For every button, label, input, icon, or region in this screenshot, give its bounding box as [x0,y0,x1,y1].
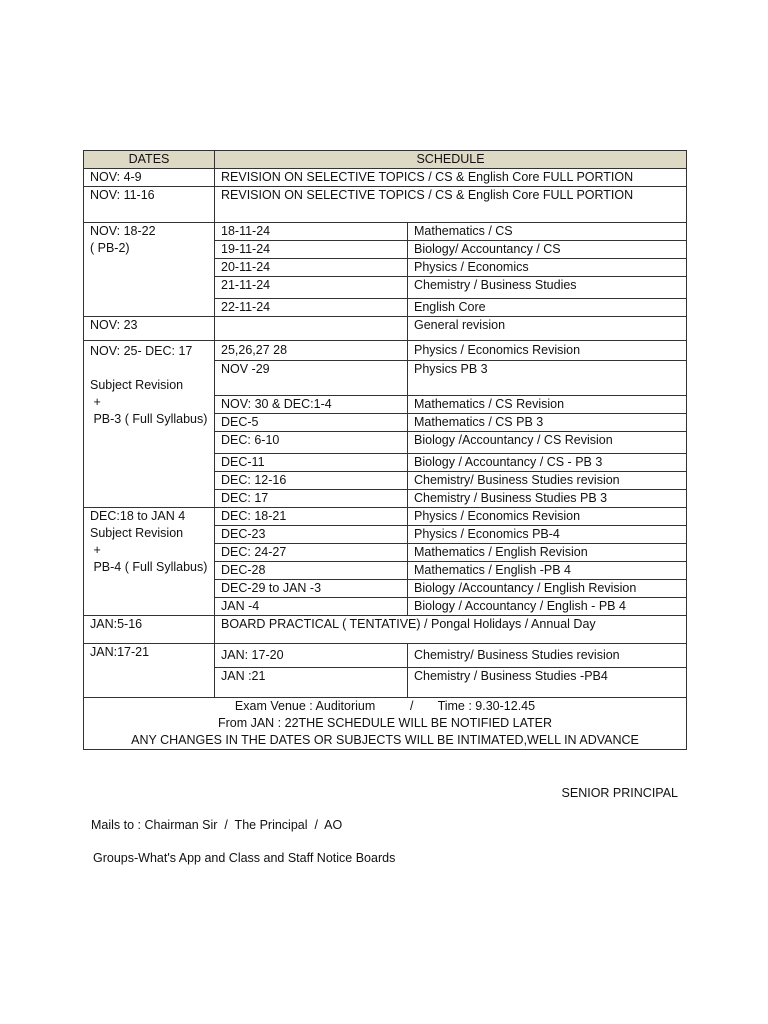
sub-date-cell: 20-11-24 [215,259,408,277]
sub-date-cell: DEC: 12-16 [215,472,408,490]
subject-cell: Physics / Economics Revision [408,341,687,361]
sub-date-cell: JAN: 17-20 [215,644,408,668]
changes-line: ANY CHANGES IN THE DATES OR SUBJECTS WILL BE INTIMATED,WELL IN ADVANCE [131,733,639,747]
schedule-cell: REVISION ON SELECTIVE TOPICS / CS & English Core FULL PORTION [215,169,687,187]
date-line: DEC:18 to JAN 4 [90,509,186,523]
distribution-groups: Groups-What's App and Class and Staff Notice Boards [93,851,396,865]
sub-date-cell: DEC-28 [215,562,408,580]
date-cell: NOV: 4-9 [84,169,215,187]
sub-date-cell [215,317,408,341]
date-line: Subject Revision [90,526,184,540]
table-row [84,341,687,361]
date-line: ( PB-2) [90,241,130,255]
sub-date-cell: DEC-11 [215,454,408,472]
subject-cell: Chemistry / Business Studies [408,277,687,299]
sub-date-cell: JAN :21 [215,668,408,698]
sub-date-cell: 18-11-24 [215,223,408,241]
subject-cell: Biology / Accountancy / CS - PB 3 [408,454,687,472]
date-cell: JAN:5-16 [84,616,215,644]
date-group-cell [84,223,215,317]
sub-date-cell: DEC-29 to JAN -3 [215,580,408,598]
date-line: + [90,395,101,409]
subject-cell: Biology / Accountancy / English - PB 4 [408,598,687,616]
subject-cell: Chemistry/ Business Studies revision [408,472,687,490]
subject-cell: Physics / Economics PB-4 [408,526,687,544]
date-group-cell [84,341,215,508]
header-row [84,151,687,169]
sub-date-cell: DEC: 18-21 [215,508,408,526]
subject-cell: Physics / Economics Revision [408,508,687,526]
sub-date-cell: 22-11-24 [215,299,408,317]
notice-line: From JAN : 22THE SCHEDULE WILL BE NOTIFIED LATER [217,716,553,730]
sub-date-cell: 21-11-24 [215,277,408,299]
footer-note [84,698,687,750]
table-row [84,169,687,187]
subject-cell: Physics / Economics [408,259,687,277]
subject-cell: Mathematics / English Revision [408,544,687,562]
subject-cell: Biology/ Accountancy / CS [408,241,687,259]
date-line: Subject Revision [90,378,184,392]
schedule-header: SCHEDULE [215,151,687,169]
date-group-cell [84,508,215,616]
schedule-cell: BOARD PRACTICAL ( TENTATIVE) / Pongal Holidays / Annual Day [215,616,687,644]
date-line: PB-3 ( Full Syllabus) [90,412,208,426]
date-line: PB-4 ( Full Syllabus) [90,560,208,574]
subject-cell: Mathematics / CS [408,223,687,241]
schedule-table [83,150,687,750]
subject-cell: Chemistry / Business Studies PB 3 [408,490,687,508]
date-cell: JAN:17-21 [84,644,215,698]
schedule-cell: REVISION ON SELECTIVE TOPICS / CS & English Core FULL PORTION [215,187,687,223]
sub-date-cell: 19-11-24 [215,241,408,259]
sub-date-cell: DEC: 17 [215,490,408,508]
subject-cell: Physics PB 3 [408,361,687,396]
date-line: NOV: 25- DEC: 17 [90,344,193,358]
sub-date-cell: NOV: 30 & DEC:1-4 [215,396,408,414]
date-line: + [90,543,101,557]
date-cell: NOV: 11-16 [84,187,215,223]
table-row [84,616,687,644]
mail-recipients: Mails to : Chairman Sir / The Principal / AO [91,818,343,832]
subject-cell: Chemistry / Business Studies -PB4 [408,668,687,698]
subject-cell: General revision [408,317,687,341]
subject-cell: Mathematics / CS PB 3 [408,414,687,432]
subject-cell: Mathematics / CS Revision [408,396,687,414]
signature: SENIOR PRINCIPAL [561,786,678,800]
table-row [84,187,687,223]
subject-cell: Biology /Accountancy / English Revision [408,580,687,598]
subject-cell: Mathematics / English -PB 4 [408,562,687,580]
sub-date-cell: NOV -29 [215,361,408,396]
sub-date-cell: DEC: 6-10 [215,432,408,454]
date-line: NOV: 18-22 [90,224,156,238]
table-row [84,317,687,341]
sub-date-cell: DEC: 24-27 [215,544,408,562]
table-row [84,223,687,241]
exam-venue-line: Exam Venue : Auditorium / Time : 9.30-12.45 [234,699,536,713]
sub-date-cell: DEC-23 [215,526,408,544]
date-cell: NOV: 23 [84,317,215,341]
sub-date-cell: JAN -4 [215,598,408,616]
subject-cell: Chemistry/ Business Studies revision [408,644,687,668]
dates-header: DATES [84,151,215,169]
sub-date-cell: DEC-5 [215,414,408,432]
footer-row [84,698,687,750]
subject-cell: Biology /Accountancy / CS Revision [408,432,687,454]
subject-cell: English Core [408,299,687,317]
table-row [84,644,687,668]
sub-date-cell: 25,26,27 28 [215,341,408,361]
table-row [84,508,687,526]
